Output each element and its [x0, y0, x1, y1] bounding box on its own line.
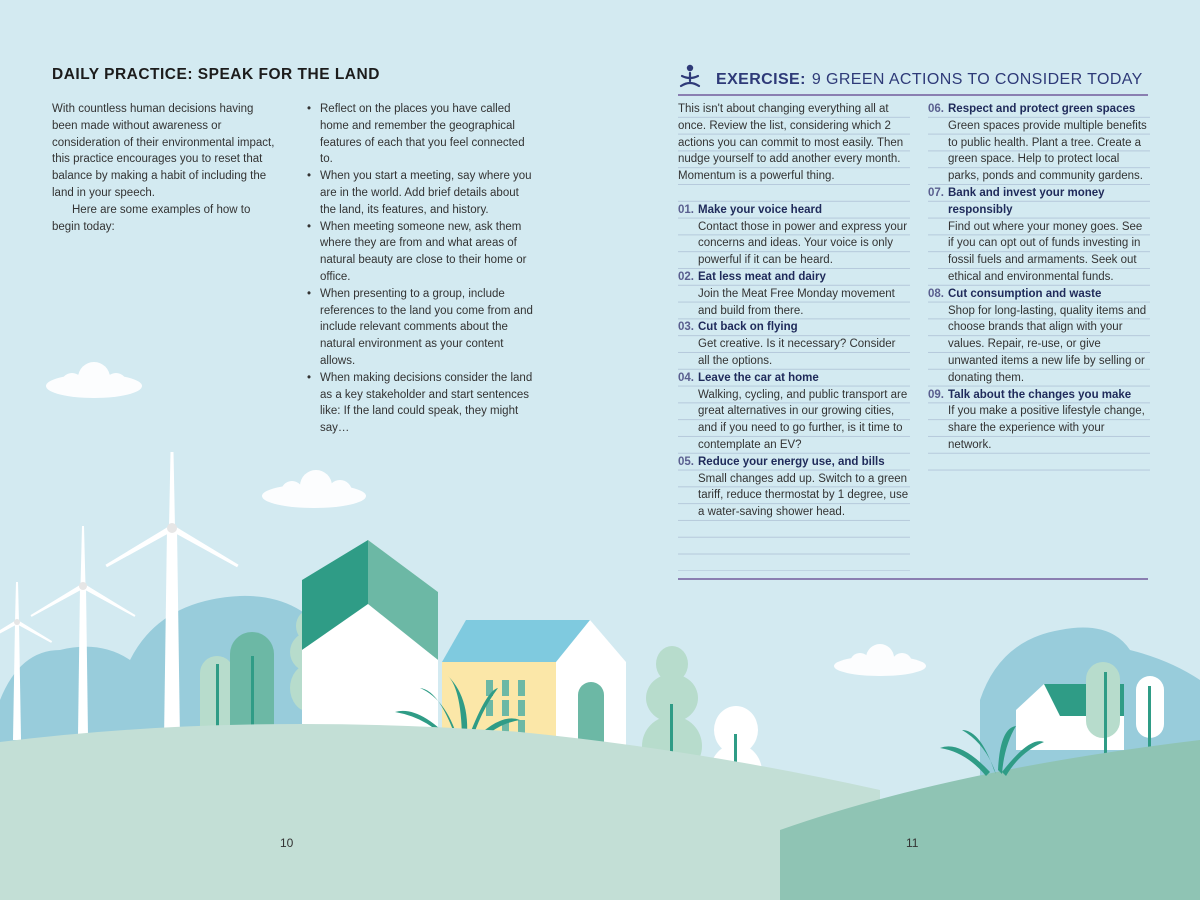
exercise-header [678, 64, 1143, 95]
action-heading: Respect and protect green spaces [948, 103, 1136, 115]
meditation-figure-icon [678, 64, 702, 95]
action-body: Contact those in power and express your concerns and ideas. Your voice is only powerful if it can be heard. [698, 220, 908, 267]
action-heading: Talk about the changes you make [948, 388, 1132, 401]
action-body: If you make a positive lifestyle change, share the experience with your network. [948, 405, 1145, 451]
exercise-label: EXERCISE: [716, 70, 806, 88]
action-item [928, 185, 1150, 286]
action-number: 05. [678, 455, 694, 468]
action-body: Join the Meat Free Monday movement and build from there. [698, 287, 895, 317]
list-item: • When meeting someone new, ask them where they are from and what areas of natural beauty are close to their home or office. [306, 219, 536, 286]
cloud-middle [262, 470, 366, 508]
action-heading: Cut back on flying [698, 321, 798, 334]
page-number-right: 11 [906, 836, 919, 850]
intro-text [52, 101, 278, 235]
action-heading: Cut consumption and waste [948, 287, 1102, 300]
action-number: 02. [678, 270, 694, 283]
action-number: 08. [928, 287, 944, 300]
action-body: Small changes add up. Switch to a green tariff, reduce thermostat by 1 degree, use a water-saving shower head. [698, 472, 909, 519]
action-item [678, 319, 910, 369]
actions-column-right [928, 101, 1150, 471]
intro-paragraph-1: With countless human decisions having been made without awareness or consideration of their environmental impact, this practice encourages you to reset that balance by making a habit of including the land in your speech. [52, 103, 275, 199]
page-title: DAILY PRACTICE: SPEAK FOR THE LAND [52, 66, 380, 83]
action-item [678, 202, 910, 269]
action-item [678, 370, 910, 454]
cloud-left [46, 362, 142, 398]
action-heading: Make your voice heard [698, 203, 822, 216]
action-body: Get creative. Is it necessary? Consider all the options. [698, 338, 896, 367]
action-number: 09. [928, 388, 944, 401]
bottom-divider [678, 578, 1148, 580]
action-body: Walking, cycling, and public transport are great alternatives in our growing cities, and if you need to go further, is it time to contemplate an EV? [698, 388, 908, 451]
action-item [928, 387, 1150, 454]
intro-paragraph-2: Here are some examples of how to begin today: [52, 203, 251, 233]
page-number-left: 10 [280, 836, 294, 850]
top-divider [678, 94, 1148, 96]
list-item: • When you start a meeting, say where you are in the world. Add brief details about the land, its features, and history. [306, 168, 536, 218]
house-large [302, 540, 438, 740]
action-heading: Bank and invest your money responsibly [948, 186, 1105, 216]
action-item [678, 269, 910, 319]
actions-column-left [678, 101, 910, 571]
exercise-title: 9 GREEN ACTIONS TO CONSIDER TODAY [811, 70, 1143, 88]
list-item: • When making decisions consider the land as a key stakeholder and start sentences like: If the land could speak, they might say… [306, 370, 536, 437]
action-number: 06. [928, 103, 944, 115]
list-item: • Reflect on the places you have called home and remember the geographical features of each that you feel connected to. [306, 101, 536, 168]
action-body: Shop for long-lasting, quality items and choose brands that align with your values. Repair, re-use, or give unwanted items a new life by selling or donating them. [948, 304, 1147, 384]
action-heading: Reduce your energy use, and bills [698, 455, 885, 468]
examples-list [306, 101, 536, 437]
action-item [928, 101, 1150, 185]
action-number: 03. [678, 321, 694, 334]
action-heading: Leave the car at home [698, 371, 819, 384]
cloud-right [834, 644, 926, 676]
action-number: 07. [928, 186, 944, 199]
action-body: Find out where your money goes. See if you can opt out of funds investing in fossil fuels and armaments. Seek out ethical and environmental funds. [948, 220, 1143, 283]
action-number: 01. [678, 203, 694, 216]
list-item: • When presenting to a group, include references to the land you come from and include relevant comments about the natural environment as your content allows. [306, 286, 536, 370]
exercise-intro: This isn't about changing everything all at once. Review the list, considering which 2 actions you can commit to most easily. Then nudge yourself to add another every month. Momentum is a powerful thing. [678, 103, 904, 183]
action-body: Green spaces provide multiple benefits to public health. Plant a tree. Create a green space. Help to protect local parks, ponds and community gardens. [948, 119, 1147, 183]
action-item [678, 454, 910, 521]
action-heading: Eat less meat and dairy [698, 270, 826, 283]
action-number: 04. [678, 371, 694, 384]
action-item [928, 286, 1150, 387]
